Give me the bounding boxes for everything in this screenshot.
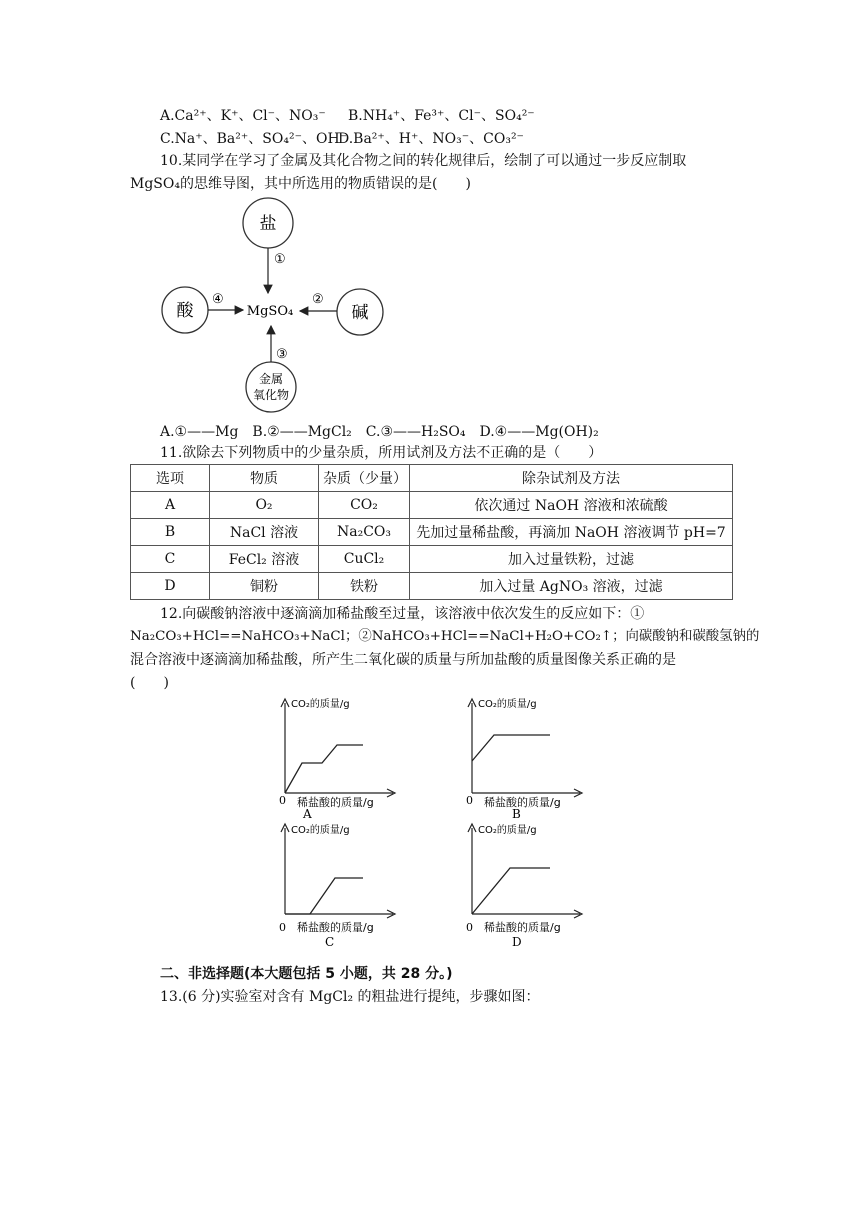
q11-cell: FeCl₂ 溶液 — [210, 546, 319, 573]
q11-header-cell: 物质 — [210, 465, 319, 492]
q11-cell: NaCl 溶液 — [210, 519, 319, 546]
mgso4-mind-map — [150, 192, 395, 417]
q11-cell: 铁粉 — [319, 573, 410, 600]
graph-d-letter: D — [512, 935, 522, 949]
q11-table-row — [131, 519, 733, 546]
graph-b-origin: 0 — [466, 794, 473, 807]
q11-cell: 铜粉 — [210, 573, 319, 600]
q11-cell: O₂ — [210, 492, 319, 519]
acid-node-label: 酸 — [176, 301, 194, 321]
q11-cell: 加入过量铁粉，过滤 — [410, 546, 733, 573]
q11-table-row — [131, 573, 733, 600]
graph-a-x-label: 稀盐酸的质量/g — [297, 796, 374, 809]
graph-c-x-label: 稀盐酸的质量/g — [297, 921, 374, 934]
q9-option-c: C.Na⁺、Ba²⁺、SO₄²⁻、OH⁻ — [160, 131, 348, 147]
q9-options-row-2 — [160, 129, 524, 149]
mark-1: ① — [274, 252, 286, 267]
graph-c-origin: 0 — [279, 921, 286, 934]
graph-b — [462, 695, 592, 825]
q11-cell: D — [131, 573, 210, 600]
q11-table — [130, 464, 733, 600]
q11-cell: 依次通过 NaOH 溶液和浓硫酸 — [410, 492, 733, 519]
metal-oxide-label-2: 氧化物 — [252, 388, 290, 402]
graph-a-y-label: CO₂的质量/g — [291, 699, 350, 710]
graph-c-letter: C — [325, 935, 335, 949]
graph-b-letter: B — [512, 807, 521, 821]
q11-cell: 加入过量 AgNO₃ 溶液，过滤 — [410, 573, 733, 600]
q10-options: A.①——Mg B.②——MgCl₂ C.③——H₂SO₄ D.④——Mg(OH)₂ — [160, 424, 599, 440]
graph-a-curve — [285, 745, 363, 793]
graph-d-y-label: CO₂的质量/g — [478, 825, 537, 836]
q11-cell: CuCl₂ — [319, 546, 410, 573]
graph-d-curve — [472, 868, 550, 914]
graph-b-x-label: 稀盐酸的质量/g — [484, 796, 561, 809]
q11-cell: 先加过量稀盐酸，再滴加 NaOH 溶液调节 pH=7 — [410, 519, 733, 546]
q11-cell: B — [131, 519, 210, 546]
q12-stem-line1: 12.向碳酸钠溶液中逐滴滴加稀盐酸至过量，该溶液中依次发生的反应如下：① — [160, 606, 645, 622]
q11-cell: C — [131, 546, 210, 573]
q12-stem-line4: ( ) — [130, 675, 169, 691]
q11-table-row — [131, 492, 733, 519]
q11-stem: 11.欲除去下列物质中的少量杂质，所用试剂及方法不正确的是（ ） — [160, 445, 603, 461]
q9-option-d: D.Ba²⁺、H⁺、NO₃⁻、CO₃²⁻ — [338, 131, 524, 147]
graph-b-y-label: CO₂的质量/g — [478, 699, 537, 710]
q13-stem: 13.(6 分)实验室对含有 MgCl₂ 的粗盐进行提纯，步骤如图： — [160, 989, 540, 1005]
metal-oxide-label-1: 金属 — [258, 372, 284, 386]
q11-header-row — [131, 465, 733, 492]
q10-stem-line2: MgSO₄的思维导图，其中所选用的物质错误的是( ) — [130, 176, 471, 192]
graph-d-x-label: 稀盐酸的质量/g — [484, 921, 561, 934]
salt-node-label: 盐 — [259, 214, 277, 234]
q11-cell: A — [131, 492, 210, 519]
q11-header-cell: 选项 — [131, 465, 210, 492]
graph-a — [275, 695, 405, 825]
center-mgso4: MgSO₄ — [246, 304, 294, 319]
mark-3: ③ — [276, 347, 288, 362]
metal-oxide-node — [246, 362, 296, 412]
q11-header-cell: 除杂试剂及方法 — [410, 465, 733, 492]
q9-option-a: A.Ca²⁺、K⁺、Cl⁻、NO₃⁻ — [160, 108, 326, 124]
graph-d-origin: 0 — [466, 921, 473, 934]
q9-option-b: B.NH₄⁺、Fe³⁺、Cl⁻、SO₄²⁻ — [348, 108, 535, 124]
graph-d — [462, 818, 592, 953]
q9-options-row-1 — [160, 106, 535, 126]
base-node-label: 碱 — [351, 303, 369, 323]
graph-c-curve — [285, 878, 363, 914]
q12-stem-line2: Na₂CO₃+HCl==NaHCO₃+NaCl；②NaHCO₃+HCl==NaCl+H₂O+CO₂↑；向碳酸钠和碳酸氢钠的 — [130, 629, 760, 644]
graph-b-curve — [472, 735, 550, 761]
graph-c-y-label: CO₂的质量/g — [291, 825, 350, 836]
q11-cell: CO₂ — [319, 492, 410, 519]
mark-4: ④ — [212, 292, 224, 307]
graph-a-letter: A — [303, 807, 312, 821]
graph-a-origin: 0 — [279, 794, 286, 807]
graph-c — [275, 818, 405, 953]
q11-table-row — [131, 546, 733, 573]
q10-stem-line1: 10.某同学在学习了金属及其化合物之间的转化规律后，绘制了可以通过一步反应制取 — [160, 153, 687, 169]
q12-stem-line3: 混合溶液中逐滴滴加稀盐酸，所产生二氧化碳的质量与所加盐酸的质量图像关系正确的是 — [130, 652, 676, 668]
q11-header-cell: 杂质（少量） — [319, 465, 410, 492]
section-2-heading: 二、非选择题(本大题包括 5 小题，共 28 分。) — [160, 966, 453, 982]
mark-2: ② — [312, 292, 324, 307]
q11-cell: Na₂CO₃ — [319, 519, 410, 546]
